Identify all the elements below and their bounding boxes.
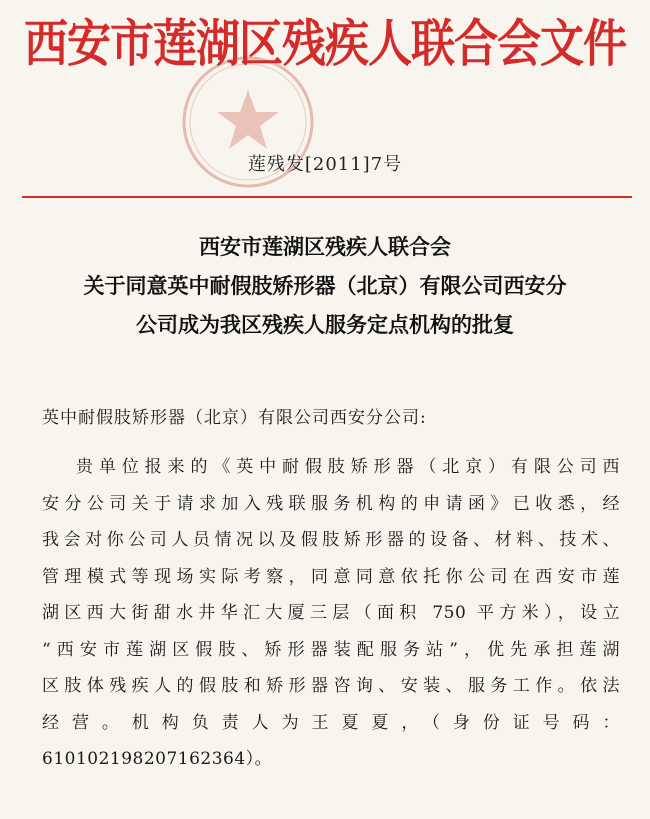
document-number: 莲残发[2011]7号 [247,154,403,175]
subject-line: 西安市莲湖区残疾人联合会 [199,235,451,259]
red-divider [22,196,632,198]
body-line: 贵单位报来的《英中耐假肢矫形器（北京）有限公司西 [76,457,620,477]
body-line: 湖区西大街甜水井华汇大厦三层（面积 750 平方米），设立 [42,603,620,623]
body-line: “西安市莲湖区假肢、矫形器装配服务站”，优先承担莲湖 [42,639,620,660]
body-line: 经营。机构负责人为王夏夏，（身份证号码： [42,712,620,733]
salutation: 英中耐假肢矫形器（北京）有限公司西安分公司: [42,408,427,428]
subject-line: 关于同意英中耐假肢矫形器（北京）有限公司西安分 [83,274,567,298]
body-line: 610102198207162364）。 [42,749,273,769]
letterhead-title: 西安市莲湖区残疾人联合会文件 [24,14,626,74]
body-paragraph [42,449,620,778]
subject-line: 公司成为我区残疾人服务定点机构的批复 [136,313,514,337]
body-line: 安分公司关于请求加入残联服务机构的申请函》已收悉，经 [42,493,620,514]
document-subject [0,228,650,345]
body-line: 管理模式等现场实际考察，同意同意依托你公司在西安市莲 [42,566,620,587]
body-line: 我会对你公司人员情况以及假肢矫形器的设备、材料、技术、 [42,530,620,550]
body-line: 区肢体残疾人的假肢和矫形器咨询、安装、服务工作。依法 [42,676,620,696]
